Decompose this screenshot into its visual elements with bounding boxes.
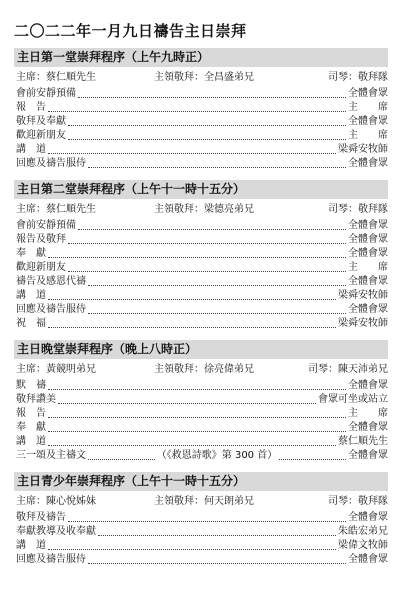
program-item [14,553,388,567]
dot-leader [48,549,336,550]
dot-leader [48,111,346,112]
section-header: 主日第一堂崇拜程序（上午九時正） [14,48,388,67]
program-section [14,180,388,331]
section-info [14,493,388,511]
program-item [14,157,388,171]
dot-leader [88,167,346,168]
dot-leader [68,243,346,244]
item-label: 禱告及感恩代禱 [16,276,86,287]
section-header: 主日晚堂崇拜程序（晚上八時正） [14,340,388,359]
item-responsible: 全體會眾 [348,88,388,99]
item-label: 講 道 [16,290,46,301]
item-responsible: 蔡仁順先生 [338,436,388,447]
program-item [14,101,388,115]
item-label: 講 道 [16,540,46,551]
item-responsible: 全體會眾 [348,158,388,169]
section-info [14,361,388,379]
presider-label: 主席：黃競明弟兄 [16,364,96,375]
dot-leader [48,153,336,154]
item-responsible: 全體會眾 [348,512,388,523]
page-title: 二〇二二年一月九日禱告主日崇拜 [14,22,247,40]
item-responsible: 主 席 [348,102,388,113]
program-section [14,340,388,463]
dot-leader [48,257,346,258]
section-info [14,69,388,87]
program-item [14,511,388,525]
item-responsible: 全體會眾 [348,554,388,565]
program-item [14,289,388,303]
program-item [14,261,388,275]
dot-leader [68,139,346,140]
item-label: 講 道 [16,144,46,155]
program-item [14,421,388,435]
dot-leader [279,459,346,460]
dot-leader [58,403,316,404]
item-label: 報告及敬拜 [16,234,66,245]
item-responsible: 朱皓宏弟兄 [338,526,388,537]
item-label: 三一頌及主禱文 [16,450,86,461]
item-responsible: 主 席 [348,262,388,273]
item-responsible: 全體會眾 [348,220,388,231]
item-responsible: 主 席 [348,408,388,419]
dot-leader [48,389,346,390]
worship-leader-label: 主領敬拜：何天朗弟兄 [154,496,254,507]
dot-leader [68,125,346,126]
worship-leader-label: 主領敬拜：梁德亮弟兄 [154,204,254,215]
program-item [14,317,388,331]
pianist-label: 司琴：陳天沛弟兄 [308,364,388,375]
item-label: 回應及禱告服侍 [16,554,86,565]
item-responsible: 梁偉文牧師 [338,540,388,551]
program-item [14,393,388,407]
item-label: 奉 獻 [16,422,46,433]
bulletin-page [14,20,388,576]
item-responsible: 梁舜安牧師 [338,290,388,301]
item-responsible: 全體會眾 [348,248,388,259]
item-note: （《救恩詩歌》第 300 首） [156,450,278,461]
item-label: 默 禱 [16,380,46,391]
item-responsible: 全體會眾 [348,380,388,391]
program-item [14,115,388,129]
dot-leader [48,299,336,300]
program-item [14,539,388,553]
program-item [14,143,388,157]
item-responsible: 全體會眾 [348,276,388,287]
dot-leader [88,285,346,286]
program-item [14,407,388,421]
item-label: 會前安靜預備 [16,220,76,231]
dot-leader [98,535,336,536]
item-label: 報 告 [16,408,46,419]
item-label: 敬拜及禱告 [16,512,66,523]
dot-leader [48,431,346,432]
item-responsible: 全體會眾 [348,450,389,461]
dot-leader [48,445,336,446]
item-responsible: 全體會眾 [348,234,388,245]
program-section [14,48,388,171]
dot-leader [78,229,346,230]
item-label: 歡迎新朋友 [16,262,66,273]
item-responsible: 梁舜安牧師 [338,144,388,155]
item-label: 回應及禱告服侍 [16,304,86,315]
item-responsible: 主 席 [348,130,388,141]
dot-leader [48,327,336,328]
item-label: 敬拜及奉獻 [16,116,66,127]
program-item [14,525,388,539]
program-item [14,129,388,143]
item-label: 會前安靜預備 [16,88,76,99]
dot-leader [88,313,346,314]
section-header: 主日青少年崇拜程序（上午十一時十五分） [14,472,388,491]
dot-leader [88,563,346,564]
item-responsible: 全體會眾 [348,116,388,127]
dot-leader [68,271,346,272]
program-item [14,379,388,393]
presider-label: 主席：蔡仁順先生 [16,204,96,215]
dot-leader [78,97,346,98]
program-item [14,233,388,247]
pianist-label: 司琴：敬拜隊 [328,72,388,83]
program-item [14,219,388,233]
program-item [14,87,388,101]
presider-label: 主席：陳心悅姊妹 [16,496,96,507]
program-sections [14,48,388,567]
item-responsible: 全體會眾 [348,304,388,315]
program-item [14,435,388,449]
item-label: 報 告 [16,102,46,113]
worship-leader-label: 主領敬拜：徐亮偉弟兄 [154,364,254,375]
section-info [14,201,388,219]
pianist-label: 司琴：敬拜隊 [328,496,388,507]
presider-label: 主席：蔡仁順先生 [16,72,96,83]
item-label: 敬拜讚美 [16,394,56,405]
item-responsible: 梁舜安牧師 [338,318,388,329]
dot-leader [88,459,155,460]
item-label: 講 道 [16,436,46,447]
item-responsible: 會眾可坐或站立 [318,394,388,405]
section-header: 主日第二堂崇拜程序（上午十一時十五分） [14,180,388,199]
item-label: 回應及禱告服侍 [16,158,86,169]
item-label: 奉 獻 [16,248,46,259]
item-label: 奉獻教導及收奉獻 [16,526,96,537]
program-item [14,247,388,261]
item-label: 祝 福 [16,318,46,329]
worship-leader-label: 主領敬拜：全昌盛弟兄 [154,72,254,83]
dot-leader [48,417,346,418]
item-label: 歡迎新朋友 [16,130,66,141]
item-responsible: 全體會眾 [348,422,388,433]
program-item [14,449,388,463]
program-item [14,303,388,317]
pianist-label: 司琴：敬拜隊 [328,204,388,215]
dot-leader [68,521,346,522]
program-section [14,472,388,567]
program-item [14,275,388,289]
